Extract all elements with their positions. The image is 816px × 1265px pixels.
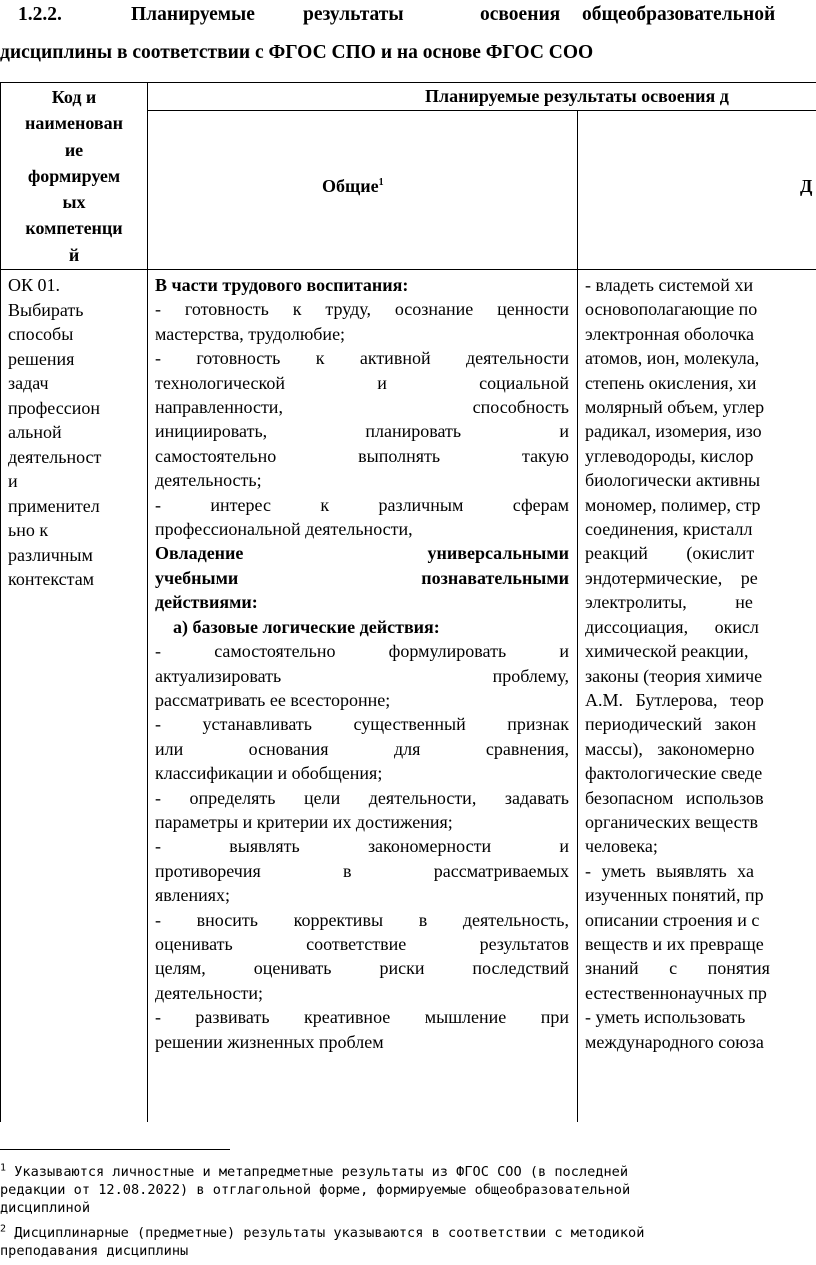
footnote-1: $^1$ Указываются личностные и метапредметные результаты из ФГОС СОО (в последней редакции от 12.08.2022) в отглагольной форме, формируемые общеобразовательной дисциплиной bbox=[0, 1162, 631, 1216]
footnote-2: $^2$ Дисциплинарные (предметные) результаты указываются в соответствии с методикой преподавания дисциплины bbox=[0, 1223, 645, 1259]
heading-word-4: общеобразовательной bbox=[582, 4, 776, 25]
discipline-results-header: Д bbox=[800, 176, 813, 196]
results-table bbox=[0, 82, 816, 1122]
heading-word-3: освоения bbox=[480, 4, 561, 25]
competency-code-header: Код и наименован ие формируем ых компетенци й bbox=[24, 87, 123, 265]
footnote-separator bbox=[0, 1149, 230, 1150]
general-results-header: Общие$^1$ bbox=[322, 176, 384, 196]
heading-word-1: Планируемые bbox=[131, 4, 255, 25]
results-header: Планируемые результаты освоения д bbox=[425, 86, 729, 106]
general-results-cell: В части трудового воспитания: - готовность к труду, осознание ценности мастерства, трудолюбие; - готовность к активной деятельности технологической и социальной направленности, способность инициировать, планировать и самостоятельно выполнять такую деятельность; - интерес к различным сферам профессиональной деятельности, Овладение универсальными учебными познавательными действиями: а) базовые логические действия: - самостоятельно формулировать и актуализировать проблему, рассматривать ее всесторонне; - устанавливать существенный признак или основания для сравнения, классификации и обобщения; - определять цели деятельности, задавать параметры и критерии их достижения; - выявлять закономерности и противоречия в рассматриваемых явлениях; - вносить коррективы в деятельность, оценивать соответствие результатов целям, оценивать риски последствий деятельности; - развивать креативное мышление при решении жизненных проблем bbox=[155, 275, 569, 1052]
heading-word-2: результаты bbox=[303, 4, 404, 25]
heading-number: 1.2.2. bbox=[18, 4, 62, 25]
competency-ok01: ОК 01. Выбирать способы решения задач профессион альной деятельност и применител ьно к различным контекстам bbox=[8, 275, 102, 589]
heading-line-2: дисциплины в соответствии с ФГОС СПО и на основе ФГОС СОО bbox=[0, 42, 594, 63]
discipline-results-cell: - владеть системой хи основополагающие по электронная оболочка атомов, ион, молекула, степень окисления, хи молярный объем, углер радикал, изомерия, изо углеводороды, кислор биологически активны мономер, полимер, стр соединения, кристалл реакций (окислит эндотермические, ре электролиты, не диссоциация, окисл химической реакции, законы (теория химиче А.М. Бутлерова, теор периодический закон массы), закономерно фактологические сведе безопасном использов органических веществ человека; - уметь выявлять ха изученных понятий, пр описании строения и с веществ и их превраще знаний с понятия естественнонаучных пр - уметь использовать международного союза bbox=[585, 275, 770, 1052]
